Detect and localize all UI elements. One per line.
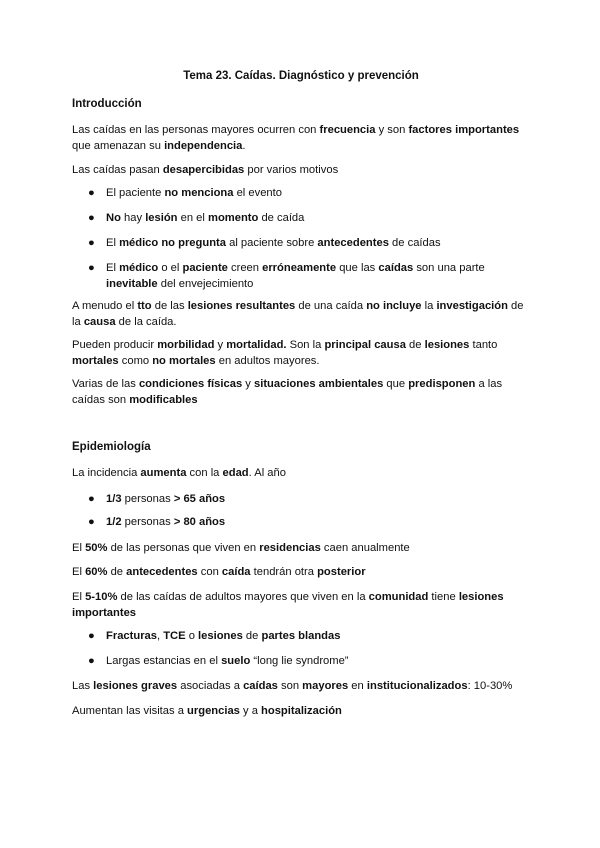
list-item: ● El paciente no menciona el evento (88, 187, 282, 199)
paragraph: Las caídas en las personas mayores ocurren con frecuencia y son factores importantes que amenazan su independencia. (72, 124, 520, 152)
bullet-icon: ● (88, 630, 95, 642)
list-item: ● El médico o el paciente creen erróneamente que las caídas son una parte inevitable del envejecimiento (88, 262, 485, 290)
section-heading-epidemiologia: Epidemiología (72, 441, 151, 453)
list-item: ● El médico no pregunta al paciente sobre antecedentes de caídas (88, 237, 441, 249)
paragraph: A menudo el tto de las lesiones resultantes de una caída no incluye la investigación de la causa de la caída. (72, 300, 524, 328)
paragraph: Las caídas pasan desapercibidas por varios motivos (72, 164, 339, 176)
bullet-icon: ● (88, 187, 95, 199)
list-item: ● Largas estancias en el suelo “long lie syndrome” (88, 655, 349, 667)
bullet-icon: ● (88, 262, 95, 274)
list-item: ● Fracturas, TCE o lesiones de partes blandas (88, 630, 341, 642)
list-item: ● 1/2 personas > 80 años (88, 516, 226, 528)
list-item: ● No hay lesión en el momento de caída (88, 212, 305, 224)
paragraph: Las lesiones graves asociadas a caídas son mayores en institucionalizados: 10-30% (72, 680, 513, 692)
paragraph: Aumentan las visitas a urgencias y a hospitalización (72, 705, 342, 717)
bullet-icon: ● (88, 516, 95, 528)
paragraph: El 50% de las personas que viven en residencias caen anualmente (72, 542, 410, 554)
paragraph: El 60% de antecedentes con caída tendrán otra posterior (72, 566, 366, 578)
bullet-icon: ● (88, 237, 95, 249)
paragraph: La incidencia aumenta con la edad. Al año (72, 467, 286, 479)
paragraph: Varias de las condiciones físicas y situaciones ambientales que predisponen a las caídas son modificables (72, 378, 503, 406)
bullet-icon: ● (88, 655, 95, 667)
bullet-icon: ● (88, 212, 95, 224)
list-item: ● 1/3 personas > 65 años (88, 493, 226, 505)
section-heading-introduccion: Introducción (72, 98, 142, 110)
page-title: Tema 23. Caídas. Diagnóstico y prevención (183, 70, 419, 82)
bullet-icon: ● (88, 493, 95, 505)
paragraph: Pueden producir morbilidad y mortalidad. Son la principal causa de lesiones tanto mortales como no mortales en adultos mayores. (72, 339, 498, 367)
paragraph: El 5-10% de las caídas de adultos mayores que viven en la comunidad tiene lesiones importantes (72, 591, 504, 619)
